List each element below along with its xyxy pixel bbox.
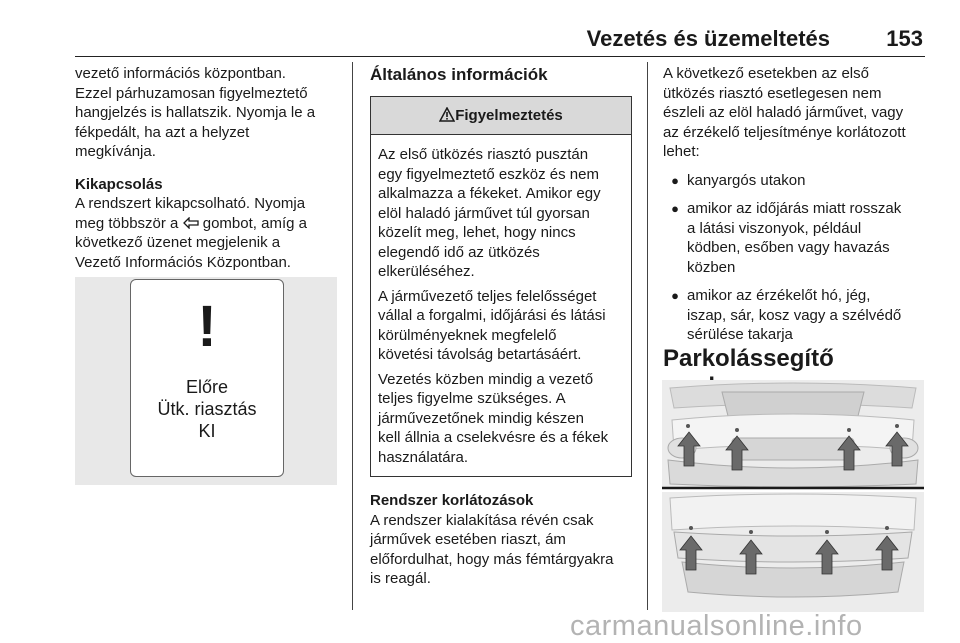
warning-line: közelít meg, lehet, hogy nincs [378, 224, 576, 241]
bullet-icon: ● [671, 201, 679, 216]
intro-line: az érzékelő teljesítménye korlátozott [663, 123, 906, 141]
steering-button-icon [183, 217, 199, 229]
column-2 [370, 64, 632, 589]
warning-line: alkalmazza a fékeket. Amikor egy [378, 185, 601, 202]
list-item: ● amikor az időjárás miatt rosszak a látási viszonyok, például ködben, esőben vagy havazás közben [663, 199, 928, 277]
column-3 [663, 64, 928, 401]
chapter-title: Vezetés és üzemeltetés [586, 26, 830, 51]
warning-line: egy figyelmeztető eszköz és nem [378, 165, 599, 183]
watermark: carmanualsonline.info [570, 610, 863, 642]
body-line: A rendszer kialakítása révén csak [370, 511, 594, 529]
warning-title: Figyelmeztetés [455, 107, 563, 124]
parking-sensor-illustration [662, 380, 924, 612]
section-heading-kikapcsolas: Kikapcsolás [75, 175, 163, 193]
body-line: Vezető Információs Központban. [75, 253, 291, 271]
section-heading-altalanos: Általános információk [370, 65, 548, 84]
warning-line: követési távolság betartásáért. [378, 346, 582, 363]
intro-line: A következő esetekben az első [663, 65, 869, 82]
intro-line: vezető információs központban. [75, 65, 286, 82]
body-line: következő üzenet megjelenik a [75, 234, 281, 251]
intro-line: Ezzel párhuzamosan figyelmeztető [75, 84, 308, 102]
warning-exclamation-icon: ! [197, 294, 217, 359]
section-heading-korlatozasok: Rendszer korlátozások [370, 492, 534, 509]
warning-line: Az első ütközés riasztó pusztán [378, 146, 589, 163]
bullet-icon: ● [671, 172, 679, 188]
bullet-icon: ● [671, 288, 679, 303]
bumper-drawing [662, 380, 924, 612]
dic-display-illustration [75, 277, 337, 485]
warning-line: kell állnia a cselekvésre és a fékek [378, 429, 609, 446]
intro-line: megkívánja. [75, 143, 156, 160]
intro-line: ütközés riasztó esetlegesen nem [663, 84, 882, 102]
list-item: ● kanyargós utakon [663, 171, 928, 191]
dic-display [130, 279, 284, 477]
display-line: KI [198, 421, 216, 441]
intro-line: észleli az elöl haladó járművet, vagy [663, 104, 904, 121]
warning-line: járművezetőnek mindig készen [378, 409, 584, 427]
intro-line: lehet: [663, 143, 700, 160]
warning-line: vállal a forgalmi, időjárási és látási [378, 307, 606, 324]
display-line: Ütk. riasztás [157, 399, 257, 419]
warning-line: elegendő idő az ütközés [378, 243, 540, 261]
warning-line: használatára. [378, 448, 469, 466]
display-line: Előre [185, 377, 229, 397]
body-line: is reagál. [370, 570, 431, 587]
warning-triangle-icon [439, 107, 455, 122]
intro-line: fékpedált, ha azt a helyzet [75, 123, 250, 141]
page-header [75, 26, 925, 52]
warning-box [370, 96, 632, 477]
warning-line: A járművezető teljes felelősséget [378, 287, 597, 305]
page-number: 153 [886, 26, 923, 51]
warning-line: teljes figyelme szükséges. A [378, 390, 566, 407]
column-divider-2 [647, 62, 648, 610]
body-line: előfordulhat, hogy más fémtárgyakra [370, 550, 614, 568]
body-line: A rendszert kikapcsolható. Nyomja [75, 195, 306, 212]
header-rule [75, 56, 925, 57]
warning-line: Vezetés közben mindig a vezető [378, 370, 594, 388]
warning-line: elöl haladó járművet túl gyorsan [378, 204, 590, 222]
warning-line: elkerüléséhez. [378, 263, 475, 280]
column-divider-1 [352, 62, 353, 610]
section-heading-parkolas: Parkolássegítő [663, 344, 834, 372]
list-item: ● amikor az érzékelőt hó, jég, iszap, sár, kosz vagy a szélvédő sérülése takarja [663, 286, 928, 345]
column-1 [75, 64, 345, 272]
warning-line: körülményeknek megfelelő [378, 326, 557, 344]
warning-header [371, 97, 631, 135]
intro-line: hangjelzés is hallatszik. Nyomja le a [75, 104, 316, 121]
body-line: meg többször a gombot, amíg a [75, 214, 307, 232]
body-line: járművek esetében riaszt, ám [370, 531, 566, 548]
